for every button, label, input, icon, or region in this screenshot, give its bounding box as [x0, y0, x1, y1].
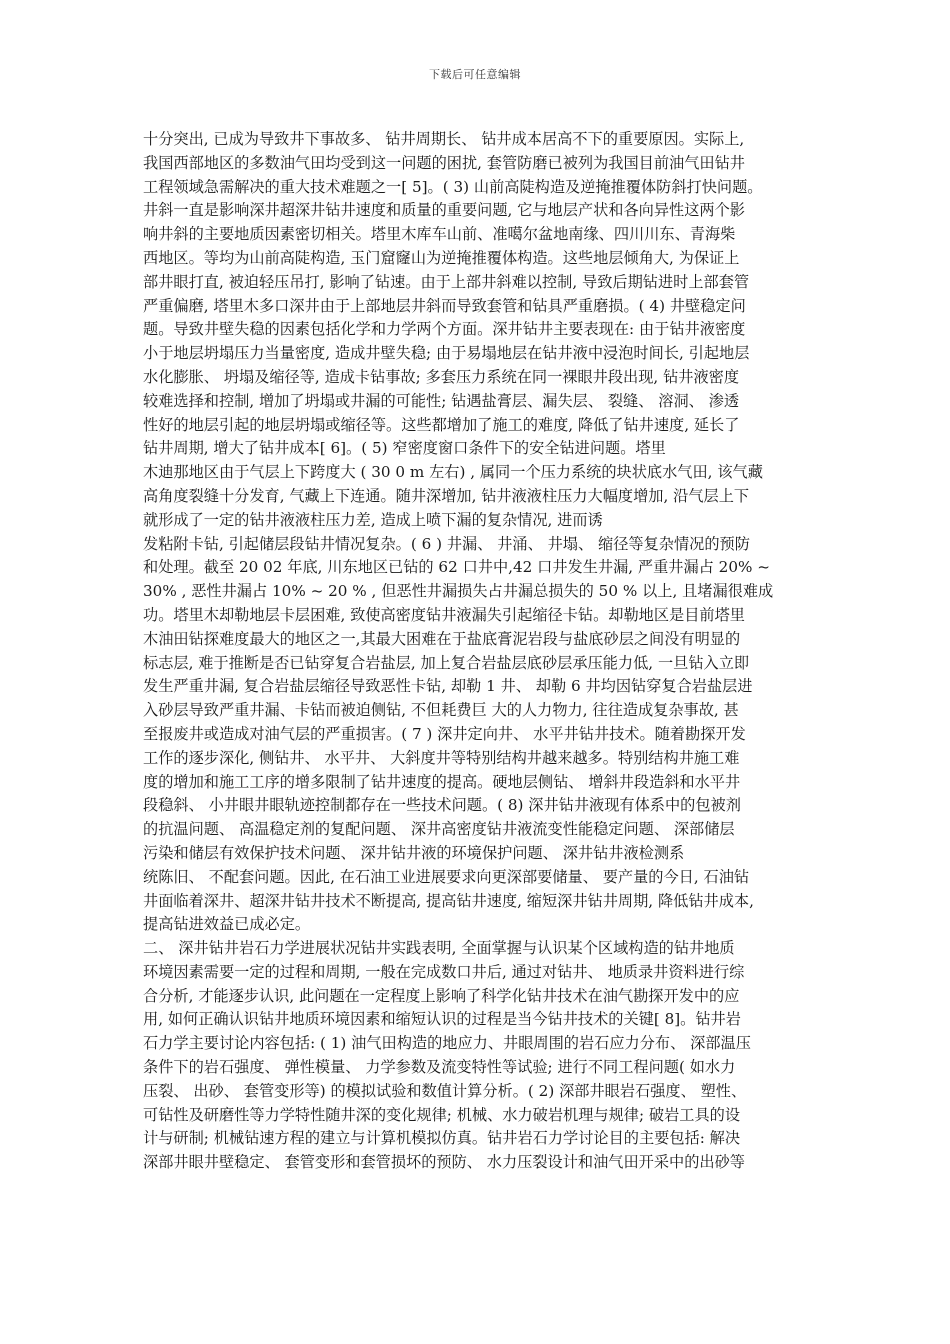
text-line: 较难选择和控制, 增加了坍塌或井漏的可能性; 钻遇盐膏层、漏失层、 裂缝、 溶洞、 渗透: [143, 391, 740, 410]
page-header: 下载后可任意编辑: [429, 68, 521, 81]
text-line: 提高钻进效益已成必定。: [143, 915, 311, 934]
text-line: 段稳斜、 小井眼井眼轨迹控制都存在一些技术问题。( 8) 深井钻井液现有体系中的包被剂: [143, 796, 741, 815]
text-line: 高角度裂缝十分发育, 气藏上下连通。随井深增加, 钻井液液柱压力大幅度增加, 沿气层上下: [143, 486, 750, 505]
text-line: 入砂层导致严重井漏、卡钻而被迫侧钻, 不但耗费巨 大的人力物力, 往往造成复杂事故, 甚: [143, 701, 739, 720]
text-line: 发粘附卡钻, 引起储层段钻井情况复杂。( 6 ) 井漏、 井涌、 井塌、 缩径等复杂情况的预防: [143, 534, 750, 553]
text-line: 可钻性及研磨性等力学特性随井深的变化规律; 机械、水力破岩机理与规律; 破岩工具的设: [143, 1105, 741, 1124]
text-line: 二、 深井钻井岩石力学进展状况钻井实践表明, 全面掌握与认识某个区域构造的钻井地质: [143, 939, 735, 958]
text-line: 计与研制; 机械钻速方程的建立与计算机模拟仿真。钻井岩石力学讨论目的主要包括: 解决: [143, 1129, 741, 1148]
text-line: 合分析, 才能逐步认识, 此问题在一定程度上影响了科学化钻井技术在油气勘探开发中的应: [143, 986, 740, 1005]
text-line: 题。导致井壁失稳的因素包括化学和力学两个方面。深井钻井主要表现在: 由于钻井液密度: [143, 320, 746, 339]
text-line: 工作的逐步深化, 侧钻井、 水平井、 大斜度井等特别结构井越来越多。特别结构井施工难: [143, 748, 740, 767]
text-line: 用, 如何正确认识钻井地质环境因素和缩短认识的过程是当今钻井技术的关键[ 8]。钻井岩: [143, 1010, 741, 1029]
text-line: 性好的地层引起的地层坍塌或缩径等。这些都增加了施工的难度, 降低了钻井速度, 延长了: [143, 415, 740, 434]
text-line: 小于地层坍塌压力当量密度, 造成井壁失稳; 由于易塌地层在钻井液中浸泡时间长, 引起地层: [143, 344, 750, 363]
text-line: 30% , 恶性井漏占 10% ~ 20 % , 但恶性井漏损失占井漏总损失的 50 % 以上, 且堵漏很难成: [143, 582, 774, 601]
text-line: 发生严重井漏, 复合岩盐层缩径导致恶性卡钻, 却勒 1 井、 却勒 6 井均因钻穿复合岩盐层进: [143, 677, 753, 696]
text-line: 环境因素需要一定的过程和周期, 一般在完成数口井后, 通过对钻井、 地质录井资料进行综: [143, 962, 745, 981]
text-line: 统陈旧、 不配套问题。因此, 在石油工业进展要求向更深部要储量、 要产量的今日, 石油钻: [143, 867, 750, 886]
text-line: 条件下的岩石强度、 弹性模量、 力学参数及流变特性等试验; 进行不同工程问题( 如水力: [143, 1058, 736, 1077]
text-line: 西地区。等均为山前高陡构造, 玉门窟窿山为逆掩推覆体构造。这些地层倾角大, 为保证上: [143, 248, 740, 267]
text-line: 响井斜的主要地质因素密切相关。塔里木库车山前、准噶尔盆地南缘、四川川东、青海柴: [143, 225, 736, 244]
text-line: 压裂、 出砂、 套管变形等) 的模拟试验和数值计算分析。( 2) 深部井眼岩石强度、 塑性、: [143, 1081, 747, 1100]
text-line: 井面临着深井、超深井钻井技术不断提高, 提高钻井速度, 缩短深井钻井周期, 降低钻井成本,: [143, 891, 754, 910]
text-line: 标志层, 难于推断是否已钻穿复合岩盐层, 加上复合岩盐层底砂层承压能力低, 一旦钻入立即: [143, 653, 750, 672]
text-line: 深部井眼井壁稳定、 套管变形和套管损坏的预防、 水力压裂设计和油气田开采中的出砂等: [143, 1153, 745, 1172]
text-line: 木迪那地区由于气层上下跨度大 ( 30 0 m 左右) , 属同一个压力系统的块状底水气田, 该气藏: [143, 463, 763, 482]
text-line: 功。塔里木却勒地层卡层困难, 致使高密度钻井液漏失引起缩径卡钻。却勒地区是目前塔里: [143, 605, 745, 624]
text-line: 木油田钻探难度最大的地区之一,其最大困难在于盐底膏泥岩段与盐底砂层之间没有明显的: [143, 629, 741, 648]
text-line: 和处理。截至 20 02 年底, 川东地区已钻的 62 口井中,42 口井发生井漏, 严重井漏占 20% ~: [143, 558, 770, 577]
text-line: 至报废井或造成对油气层的严重损害。( 7 ) 深井定向井、 水平井钻井技术。随着勘探开发: [143, 724, 746, 743]
text-line: 钻井周期, 增大了钻井成本[ 6]。( 5) 窄密度窗口条件下的安全钻进问题。塔里: [143, 439, 666, 458]
text-line: 我国西部地区的多数油气田均受到这一问题的困扰, 套管防磨已被列为我国目前油气田钻井: [143, 153, 745, 172]
text-line: 工程领域急需解决的重大技术难题之一[ 5]。( 3) 山前高陡构造及逆掩推覆体防斜打快问题。: [143, 177, 763, 196]
text-line: 十分突出, 已成为导致井下事故多、 钻井周期长、 钻井成本居高不下的重要原因。实际上,: [143, 130, 745, 148]
document-body: [143, 128, 815, 1175]
text-line: 度的增加和施工工序的增多限制了钻井速度的提高。硬地层侧钻、 增斜井段造斜和水平井: [143, 772, 741, 791]
text-line: 水化膨胀、 坍塌及缩径等, 造成卡钻事故; 多套压力系统在同一裸眼井段出现, 钻井液密度: [143, 367, 740, 386]
text-line: 严重偏磨, 塔里木多口深井由于上部地层井斜而导致套管和钻具严重磨损。( 4) 井壁稳定问: [143, 296, 746, 315]
text-line: 部井眼打直, 被迫轻压吊打, 影响了钻速。由于上部井斜难以控制, 导致后期钻进时上部套管: [143, 272, 750, 291]
text-line: 就形成了一定的钻井液液柱压力差, 造成上喷下漏的复杂情况, 进而诱: [143, 510, 603, 529]
text-line: 的抗温问题、 高温稳定剂的复配问题、 深井高密度钻井液流变性能稳定问题、 深部储层: [143, 820, 735, 839]
text-line: 污染和储层有效保护技术问题、 深井钻井液的环境保护问题、 深井钻井液检测系: [143, 843, 685, 862]
text-line: 石力学主要讨论内容包括: ( 1) 油气田构造的地应力、井眼周围的岩石应力分布、 深部温压: [143, 1034, 751, 1053]
text-line: 井斜一直是影响深井超深井钻井速度和质量的重要问题, 它与地层产状和各向异性这两个影: [143, 201, 745, 220]
